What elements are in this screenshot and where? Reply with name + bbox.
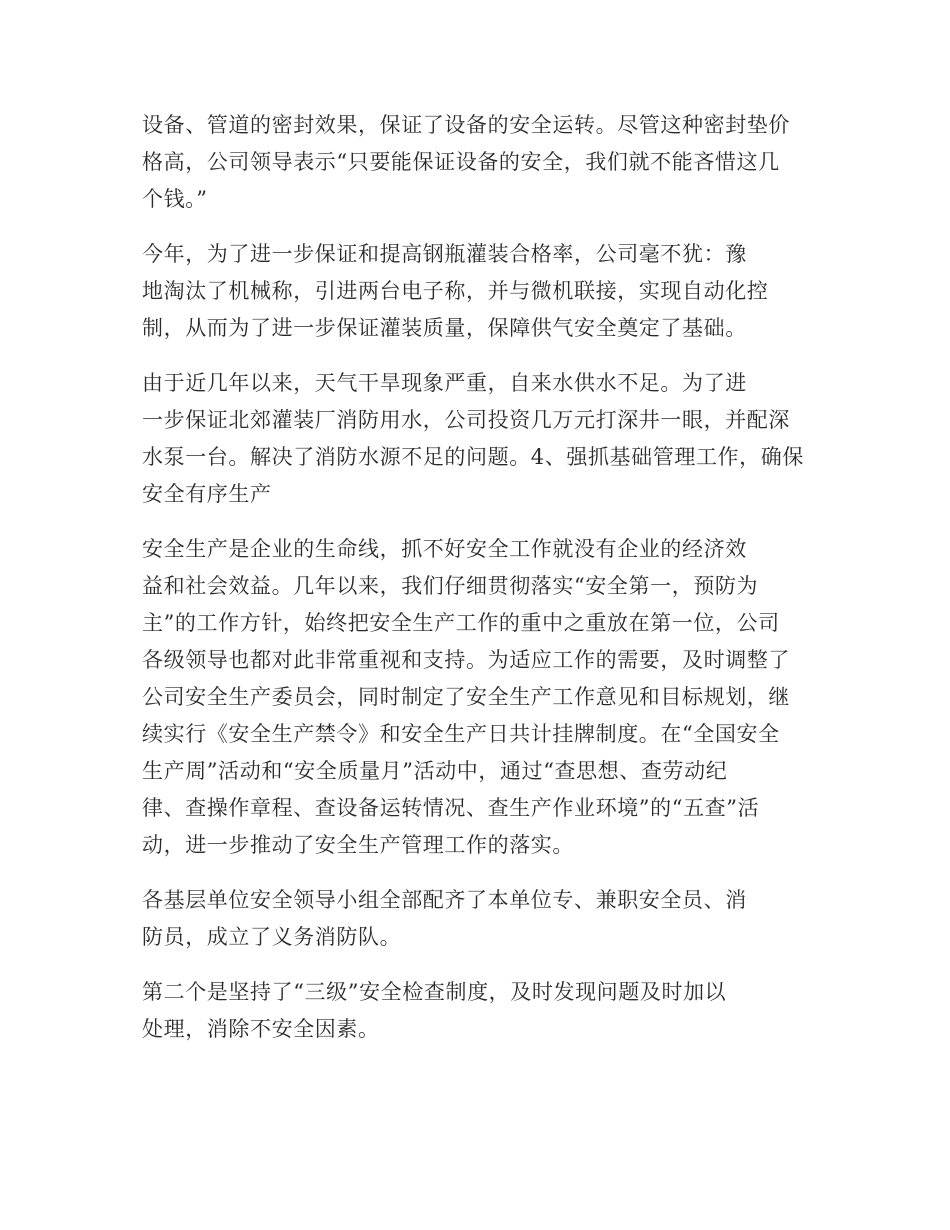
paragraph-1: 设备、管道的密封效果，保证了设备的安全运转。尽管这种密封垫价 格高，公司领导表示“只要能保证设备的安全，我们就不能吝惜这几 个钱。” [142, 113, 790, 211]
paragraph-6: 第二个是坚持了“三级”安全检查制度，及时发现问题及时加以 处理，消除不安全因素。 [142, 980, 727, 1041]
paragraph-3: 由于近几年以来，天气干旱现象严重，自来水供水不足。为了进 一步保证北郊灌装厂消防用水，公司投资几万元打深井一眼，并配深 水泵一台。解决了消防水源不足的问题。4、强抓基础管理工作，确保 安全有序生产 [142, 371, 804, 506]
paragraph-5: 各基层单位安全领导小组全部配齐了本单位专、兼职安全员、消 防员，成立了义务消防队。 [142, 888, 747, 949]
document-body [142, 107, 808, 1066]
paragraph-4: 安全生产是企业的生命线，抓不好安全工作就没有企业的经济效 益和社会效益。几年以来，我们仔细贯彻落实“安全第一，预防为 主”的工作方针，始终把安全生产工作的重中之重放在第一位，公司 各级领导也都对此非常重视和支持。为适应工作的需要，及时调整了 公司安全生产委员会，同时制定了安全生产工作意见和目标规划，继 续实行《安全生产禁令》和安全生产日共计挂牌制度。在“全国安全 生产周”活动和“安全质量月”活动中，通过“查思想、查劳动纪 律、查操作章程、查设备运转情况、查生产作业环境”的“五查”活 动，进一步推动了安全生产管理工作的落实。 [142, 537, 790, 857]
paragraph-2: 今年，为了进一步保证和提高钢瓶灌装合格率，公司毫不犹：豫 地淘汰了机械称，引进两台电子称，并与微机联接，实现自动化控 制，从而为了进一步保证灌装质量，保障供气安全奠定了基础。 [142, 242, 769, 340]
